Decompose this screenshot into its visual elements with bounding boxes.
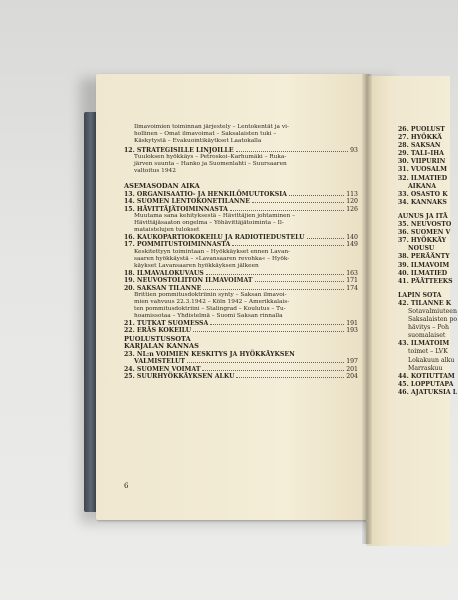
toc-line: 26. PUOLUST	[398, 126, 445, 133]
toc-entry	[124, 285, 358, 292]
desc-line: Muutama sana kehityksestä – Hävittäjien johtaminen –	[134, 213, 296, 220]
toc-title: 14. SUOMEN LENTOKONETILANNE	[124, 198, 250, 206]
toc-title: 20. SAKSAN TILANNE	[124, 284, 202, 292]
toc-entry	[124, 147, 358, 154]
toc-title: 24. SUOMEN VOIMAT	[124, 365, 201, 373]
toc-line: 35. NEUVOSTO	[398, 221, 452, 229]
desc-line: hoamissotaa – Yhdistelmä – Suomi Saksan rinnalla	[134, 313, 283, 320]
section-heading: ASEMASODAN AIKA	[124, 182, 200, 191]
desc-line: käykset Lavansaaren hyökkäyksen jälkeen	[134, 262, 259, 269]
toc-title: 18. ILMAVALOKUVAUS	[124, 269, 204, 277]
toc-entry	[124, 277, 358, 284]
toc-entry	[124, 241, 358, 248]
book-gutter	[362, 74, 372, 544]
toc-desc-line: suomalaiset	[408, 332, 446, 340]
toc-line: 44. KOTIUTTAM	[398, 372, 455, 380]
desc-line: saaren hyökkäystä – »Lavansaaren revohka« – Hyök-	[134, 255, 290, 262]
subsection-heading: KARJALAN KANNAS	[124, 342, 199, 351]
desc-line: hollinen – Omat ilmavoimat – Saksalaisten tuki –	[134, 131, 277, 137]
desc-line: Keskitettyyn toimintaan – Hyökkäykset ennen Lavan-	[134, 248, 291, 255]
toc-line: 43. ILMATOIM	[398, 340, 450, 348]
right-page	[366, 76, 458, 546]
toc-page: 126	[346, 205, 358, 213]
toc-entry	[124, 358, 358, 365]
toc-title: 13. ORGANISAATIO- JA HENKILÖMUUTOKSIA	[124, 190, 287, 198]
toc-line: 39. ILMAVOIM	[398, 261, 450, 269]
desc-line: Käskytystä – Evakuointikäytkset Laatokalla	[134, 138, 262, 144]
desc-line: Brittien pommitusdoktriinin synty – Saksan ilmavoi-	[134, 292, 287, 299]
toc-entry	[124, 191, 358, 198]
right-page-contents	[398, 126, 458, 397]
toc-line: 38. PERÄÄNTY	[398, 253, 450, 261]
toc-desc-line: Marraskuu	[408, 364, 443, 372]
desc-line: järven suunta – Hanko ja Suomenlahti – Suursaaren	[134, 161, 287, 168]
toc-title: 22. ERÄS KOKEILU	[124, 327, 192, 335]
toc-line: LAPIN SOTA	[398, 291, 442, 299]
toc-line: 32. ILMATIED	[398, 174, 448, 182]
toc-page: 149	[346, 241, 358, 249]
toc-entry	[124, 206, 358, 213]
desc-line: mien vahvuus 22.3.1942 – Köln 1942 – Amerikkalais-	[134, 299, 290, 306]
toc-line: 30. VIIPURIN	[398, 158, 446, 166]
toc-page: 140	[346, 234, 358, 242]
section-heading: PUOLUSTUSSOTA	[124, 334, 191, 343]
toc-entry	[124, 234, 358, 241]
toc-title: 25. SUURHYÖKKÄYKSEN ALKU	[124, 372, 235, 380]
toc-title: 12. STRATEGISILLE LINJOILLE	[124, 147, 234, 154]
toc-page: 197	[346, 358, 358, 366]
page-number: 6	[124, 482, 129, 490]
toc-desc-line: hävitys – Poh	[408, 324, 449, 332]
toc-title: 17. POMMITUSTOIMINNASTA	[124, 241, 231, 249]
toc-entry	[124, 366, 358, 373]
toc-page: 120	[346, 198, 358, 206]
toc-line: AIKANA	[408, 182, 437, 190]
chapter-desc	[124, 292, 358, 320]
chapter-desc	[124, 213, 358, 234]
desc-line: Tuuloksen hyökkäys – Petroskoi–Karhumäki – Ruka-	[134, 154, 287, 161]
desc-line: mataistelujen tulokset	[134, 227, 200, 234]
toc-title: 16. KAUKOPARTIOKOKEILU JA RADIOTIEDUSTELU	[124, 234, 305, 242]
toc-entry	[124, 198, 358, 205]
toc-page: 204	[346, 372, 358, 380]
toc-entry	[124, 373, 358, 380]
desc-line: ten pommitusdoktriini – Stalingrad – Koulutus – Tu-	[134, 306, 286, 313]
toc-line: 29. TALI–IHA	[398, 150, 444, 158]
toc-line: 36. SUOMEN V	[398, 229, 451, 237]
toc-entry	[124, 270, 358, 277]
toc-desc-line: Saksalaisten po	[408, 316, 458, 324]
toc-page: 93	[350, 147, 358, 154]
toc-line: AUNUS JA ITÄ	[398, 212, 448, 220]
toc-line: 46. AJATUKSIA L	[398, 388, 458, 396]
toc-entry	[124, 320, 358, 327]
toc-line: 37. HYÖKKÄY	[398, 237, 446, 245]
toc-title: 21. TUTKAT SUOMESSA	[124, 320, 209, 328]
toc-entry	[124, 327, 358, 334]
toc-line: 33. OSASTO K	[398, 190, 448, 198]
toc-line: 41. PÄÄTTEEKS	[398, 277, 453, 285]
table-of-contents	[124, 124, 358, 380]
toc-desc-line: toimet – LVK	[408, 348, 448, 356]
toc-page: 191	[346, 320, 358, 328]
toc-desc-line: Lokakuun alku	[408, 356, 455, 364]
toc-line: NOUSU	[408, 245, 435, 253]
toc-line: 40. ILMATIED	[398, 269, 448, 277]
toc-title: VALMISTELUT	[134, 358, 186, 366]
toc-entry-title-line: 23. NL:n VOIMIEN KESKITYS JA HYÖKKÄYKSEN	[124, 350, 295, 358]
toc-line: 31. VUOSALM	[398, 166, 447, 174]
desc-line: valtoitus 1942	[134, 168, 176, 175]
chapter-desc	[124, 154, 358, 175]
toc-title: 19. NEUVOSTOLIITON ILMAVOIMAT	[124, 277, 253, 285]
toc-title: 15. HÄVITTÄJÄTOIMINNASTA	[124, 205, 228, 213]
toc-line: 45. LOPPUTAPA	[398, 380, 454, 388]
toc-page: 113	[346, 190, 358, 198]
toc-line: 28. SAKSAN	[398, 142, 441, 150]
toc-desc-line: Sotavalmiuteen	[408, 307, 457, 315]
chapter-desc	[124, 249, 358, 270]
intro-desc	[124, 124, 358, 145]
toc-page: 163	[346, 269, 358, 277]
left-page	[96, 74, 368, 520]
toc-page: 193	[346, 327, 358, 335]
toc-page: 201	[346, 365, 358, 373]
toc-line: 42. TILANNE K	[398, 299, 452, 307]
desc-line: Hävittäjäsaaton ongelma – Yöhävittäjätoiminta – Il-	[134, 220, 284, 227]
toc-line: 34. KANNAKS	[398, 198, 447, 206]
desc-line: Ilmavoimien toiminnan järjestely – Lentokentät ja vi-	[134, 124, 289, 130]
toc-page: 171	[346, 277, 358, 285]
toc-line: 27. HYÖKKÄ	[398, 134, 442, 142]
toc-page: 174	[346, 284, 358, 292]
